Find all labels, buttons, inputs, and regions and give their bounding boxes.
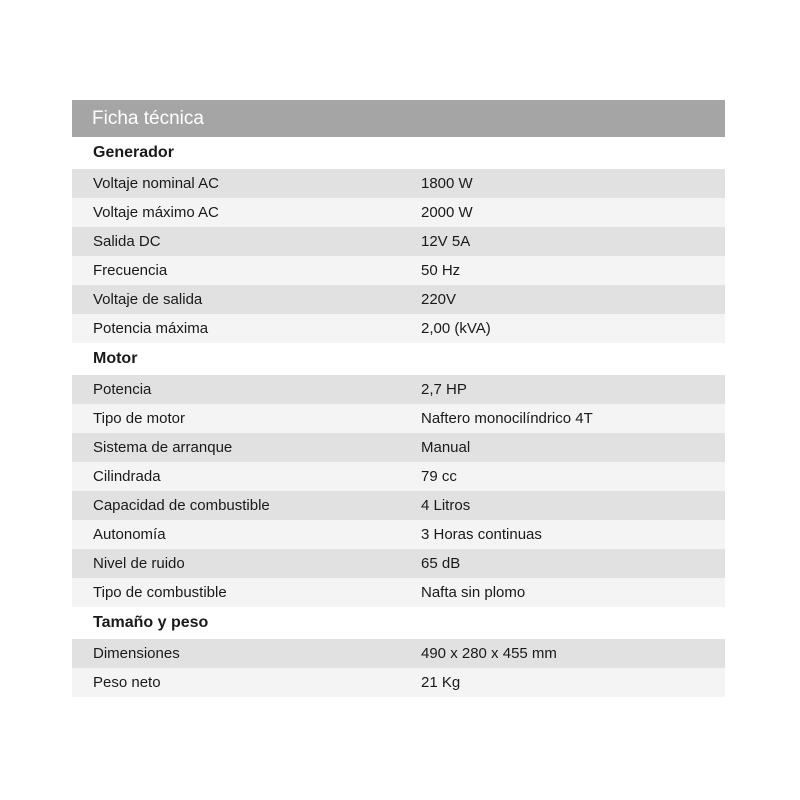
spec-value: Manual: [421, 439, 471, 456]
spec-label: Tipo de combustible: [93, 584, 227, 601]
spec-value: 3 Horas continuas: [421, 526, 542, 543]
spec-value: 2,7 HP: [421, 381, 467, 398]
spec-value: 2000 W: [421, 204, 473, 221]
spec-row: [72, 491, 725, 520]
spec-row: [72, 462, 725, 491]
spec-value: Naftero monocilíndrico 4T: [421, 410, 593, 427]
spec-label: Potencia máxima: [93, 320, 209, 337]
section-heading: Motor: [72, 343, 725, 375]
spec-row: [72, 433, 725, 462]
spec-value: 2,00 (kVA): [421, 320, 491, 337]
spec-label: Sistema de arranque: [93, 439, 233, 456]
spec-row: [72, 549, 725, 578]
spec-row: [72, 639, 725, 668]
spec-value: 1800 W: [421, 175, 473, 192]
spec-label: Potencia: [93, 381, 152, 398]
spec-value: 12V 5A: [421, 233, 471, 250]
spec-sheet-title: Ficha técnica: [72, 100, 725, 137]
spec-label: Nivel de ruido: [93, 555, 185, 572]
spec-label: Autonomía: [93, 526, 166, 543]
spec-value: 220V: [421, 291, 457, 308]
spec-row: [72, 520, 725, 549]
spec-value: 490 x 280 x 455 mm: [421, 645, 557, 662]
spec-value: 79 cc: [421, 468, 457, 485]
spec-label: Salida DC: [93, 233, 161, 250]
spec-label: Tipo de motor: [93, 410, 185, 427]
spec-row: [72, 227, 725, 256]
spec-row: [72, 375, 725, 404]
spec-label: Voltaje nominal AC: [93, 175, 219, 192]
spec-label: Dimensiones: [93, 645, 180, 662]
spec-row: [72, 314, 725, 343]
spec-label: Voltaje de salida: [93, 291, 203, 308]
spec-row: [72, 256, 725, 285]
spec-label: Capacidad de combustible: [93, 497, 270, 514]
spec-row: [72, 404, 725, 433]
spec-row: [72, 285, 725, 314]
spec-label: Peso neto: [93, 674, 161, 691]
spec-label: Cilindrada: [93, 468, 161, 485]
section-heading: Tamaño y peso: [72, 607, 725, 639]
spec-value: 4 Litros: [421, 497, 471, 514]
spec-value: 21 Kg: [421, 674, 461, 691]
spec-value: 65 dB: [421, 555, 461, 572]
spec-row: [72, 578, 725, 607]
spec-row: [72, 198, 725, 227]
spec-sections: [72, 137, 725, 697]
spec-row: [72, 668, 725, 697]
spec-label: Voltaje máximo AC: [93, 204, 219, 221]
spec-sheet: [72, 100, 725, 697]
section-heading: Generador: [72, 137, 725, 169]
spec-label: Frecuencia: [93, 262, 168, 279]
spec-value: Nafta sin plomo: [421, 584, 526, 601]
spec-value: 50 Hz: [421, 262, 461, 279]
spec-row: [72, 169, 725, 198]
